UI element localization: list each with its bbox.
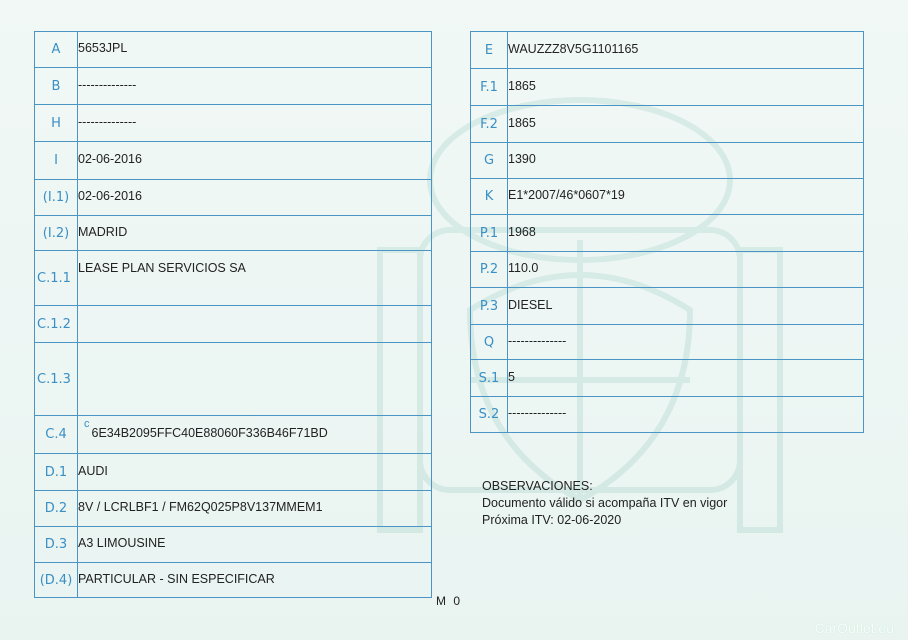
field-code: D.1 xyxy=(35,454,78,491)
field-value-text: 1390 xyxy=(508,152,536,166)
field-code: C.1.2 xyxy=(35,306,78,343)
field-value-text: 5653JPL xyxy=(78,41,128,55)
field-code: C.1.1 xyxy=(35,251,78,306)
field-value-text: 5 xyxy=(508,369,515,384)
field-code: D.3 xyxy=(35,527,78,563)
observations-block xyxy=(482,478,727,529)
field-code: C.4 xyxy=(35,416,78,454)
field-value xyxy=(508,215,864,252)
field-value xyxy=(508,106,864,143)
field-row-D2 xyxy=(35,491,432,527)
field-code: K xyxy=(471,179,508,215)
field-value xyxy=(78,142,432,180)
field-prefix: c xyxy=(84,418,90,430)
field-row-C11 xyxy=(35,251,432,306)
field-code: S.1 xyxy=(471,360,508,397)
field-value xyxy=(508,397,864,433)
field-value xyxy=(508,360,864,397)
field-row-E xyxy=(471,32,864,69)
field-code: P.1 xyxy=(471,215,508,252)
field-row-I1 xyxy=(35,180,432,216)
field-value xyxy=(508,288,864,325)
field-value-text: MADRID xyxy=(78,224,128,239)
field-value-text: WAUZZZ8V5G1101165 xyxy=(508,41,639,56)
field-row-C12 xyxy=(35,306,432,343)
field-value xyxy=(78,105,432,142)
field-value xyxy=(78,180,432,216)
field-value-text: -------------- xyxy=(78,77,137,92)
left-fields-table xyxy=(34,31,432,598)
brand-watermark: CarOutlet.eu xyxy=(814,620,894,636)
field-value-text: AUDI xyxy=(78,463,108,478)
field-row-D1 xyxy=(35,454,432,491)
field-value xyxy=(78,32,432,68)
field-code: Q xyxy=(471,325,508,360)
field-value xyxy=(78,416,432,454)
field-row-C13 xyxy=(35,343,432,416)
field-value xyxy=(78,491,432,527)
field-value xyxy=(508,143,864,179)
observations-title: OBSERVACIONES: xyxy=(482,479,593,493)
field-row-P3 xyxy=(471,288,864,325)
field-code: F.1 xyxy=(471,69,508,106)
field-row-I xyxy=(35,142,432,180)
field-code: (D.4) xyxy=(35,563,78,598)
field-code: E xyxy=(471,32,508,69)
mark-text: M 0 xyxy=(436,594,463,608)
field-value xyxy=(78,68,432,105)
field-value-text: 1968 xyxy=(508,224,536,239)
field-value-text: LEASE PLAN SERVICIOS SA xyxy=(78,261,246,275)
field-code: H xyxy=(35,105,78,142)
field-value xyxy=(508,325,864,360)
field-value-text: 1865 xyxy=(508,78,536,93)
field-row-F2 xyxy=(471,106,864,143)
field-row-B xyxy=(35,68,432,105)
field-row-S2 xyxy=(471,397,864,433)
field-value xyxy=(78,216,432,251)
observations-line-2: Próxima ITV: 02-06-2020 xyxy=(482,513,622,527)
field-row-P1 xyxy=(471,215,864,252)
field-row-A xyxy=(35,32,432,68)
field-row-C4 xyxy=(35,416,432,454)
field-value-text: -------------- xyxy=(508,333,567,348)
observations-line-1: Documento válido si acompaña ITV en vigor xyxy=(482,496,728,510)
right-fields-table xyxy=(470,31,864,433)
field-value-text: E1*2007/46*0607*19 xyxy=(508,188,625,202)
field-value-text: DIESEL xyxy=(508,297,553,312)
field-row-D4 xyxy=(35,563,432,598)
field-row-S1 xyxy=(471,360,864,397)
field-code: A xyxy=(35,32,78,68)
field-value-text: 8V / LCRLBF1 / FM62Q025P8V137MMEM1 xyxy=(78,500,323,514)
field-code: B xyxy=(35,68,78,105)
field-code: G xyxy=(471,143,508,179)
field-value-text: 02-06-2016 xyxy=(78,152,142,166)
field-value xyxy=(508,179,864,215)
field-value xyxy=(78,563,432,598)
field-row-I2 xyxy=(35,216,432,251)
field-value xyxy=(78,251,432,306)
field-value xyxy=(508,69,864,106)
field-row-Q xyxy=(471,325,864,360)
field-code: (I.2) xyxy=(35,216,78,251)
field-value-text: -------------- xyxy=(508,406,567,420)
field-value-text: 02-06-2016 xyxy=(78,189,142,203)
field-code: F.2 xyxy=(471,106,508,143)
field-value xyxy=(78,527,432,563)
field-row-D3 xyxy=(35,527,432,563)
field-code: S.2 xyxy=(471,397,508,433)
field-row-F1 xyxy=(471,69,864,106)
field-row-H xyxy=(35,105,432,142)
field-value-text: A3 LIMOUSINE xyxy=(78,536,166,550)
field-code: P.2 xyxy=(471,252,508,288)
field-code: D.2 xyxy=(35,491,78,527)
field-value xyxy=(78,454,432,491)
field-value-text: PARTICULAR - SIN ESPECIFICAR xyxy=(78,571,275,586)
field-code: (I.1) xyxy=(35,180,78,216)
field-row-P2 xyxy=(471,252,864,288)
field-value xyxy=(508,252,864,288)
field-value xyxy=(78,343,432,416)
field-code: C.1.3 xyxy=(35,343,78,416)
field-code: P.3 xyxy=(471,288,508,325)
field-value xyxy=(508,32,864,69)
field-value xyxy=(78,306,432,343)
field-code: I xyxy=(35,142,78,180)
field-row-K xyxy=(471,179,864,215)
field-value-text: 110.0 xyxy=(508,261,539,275)
field-row-G xyxy=(471,143,864,179)
field-value-text: 1865 xyxy=(508,115,536,130)
field-value-text: -------------- xyxy=(78,114,137,129)
field-value-text: 6E34B2095FFC40E88060F336B46F71BD xyxy=(91,426,328,440)
